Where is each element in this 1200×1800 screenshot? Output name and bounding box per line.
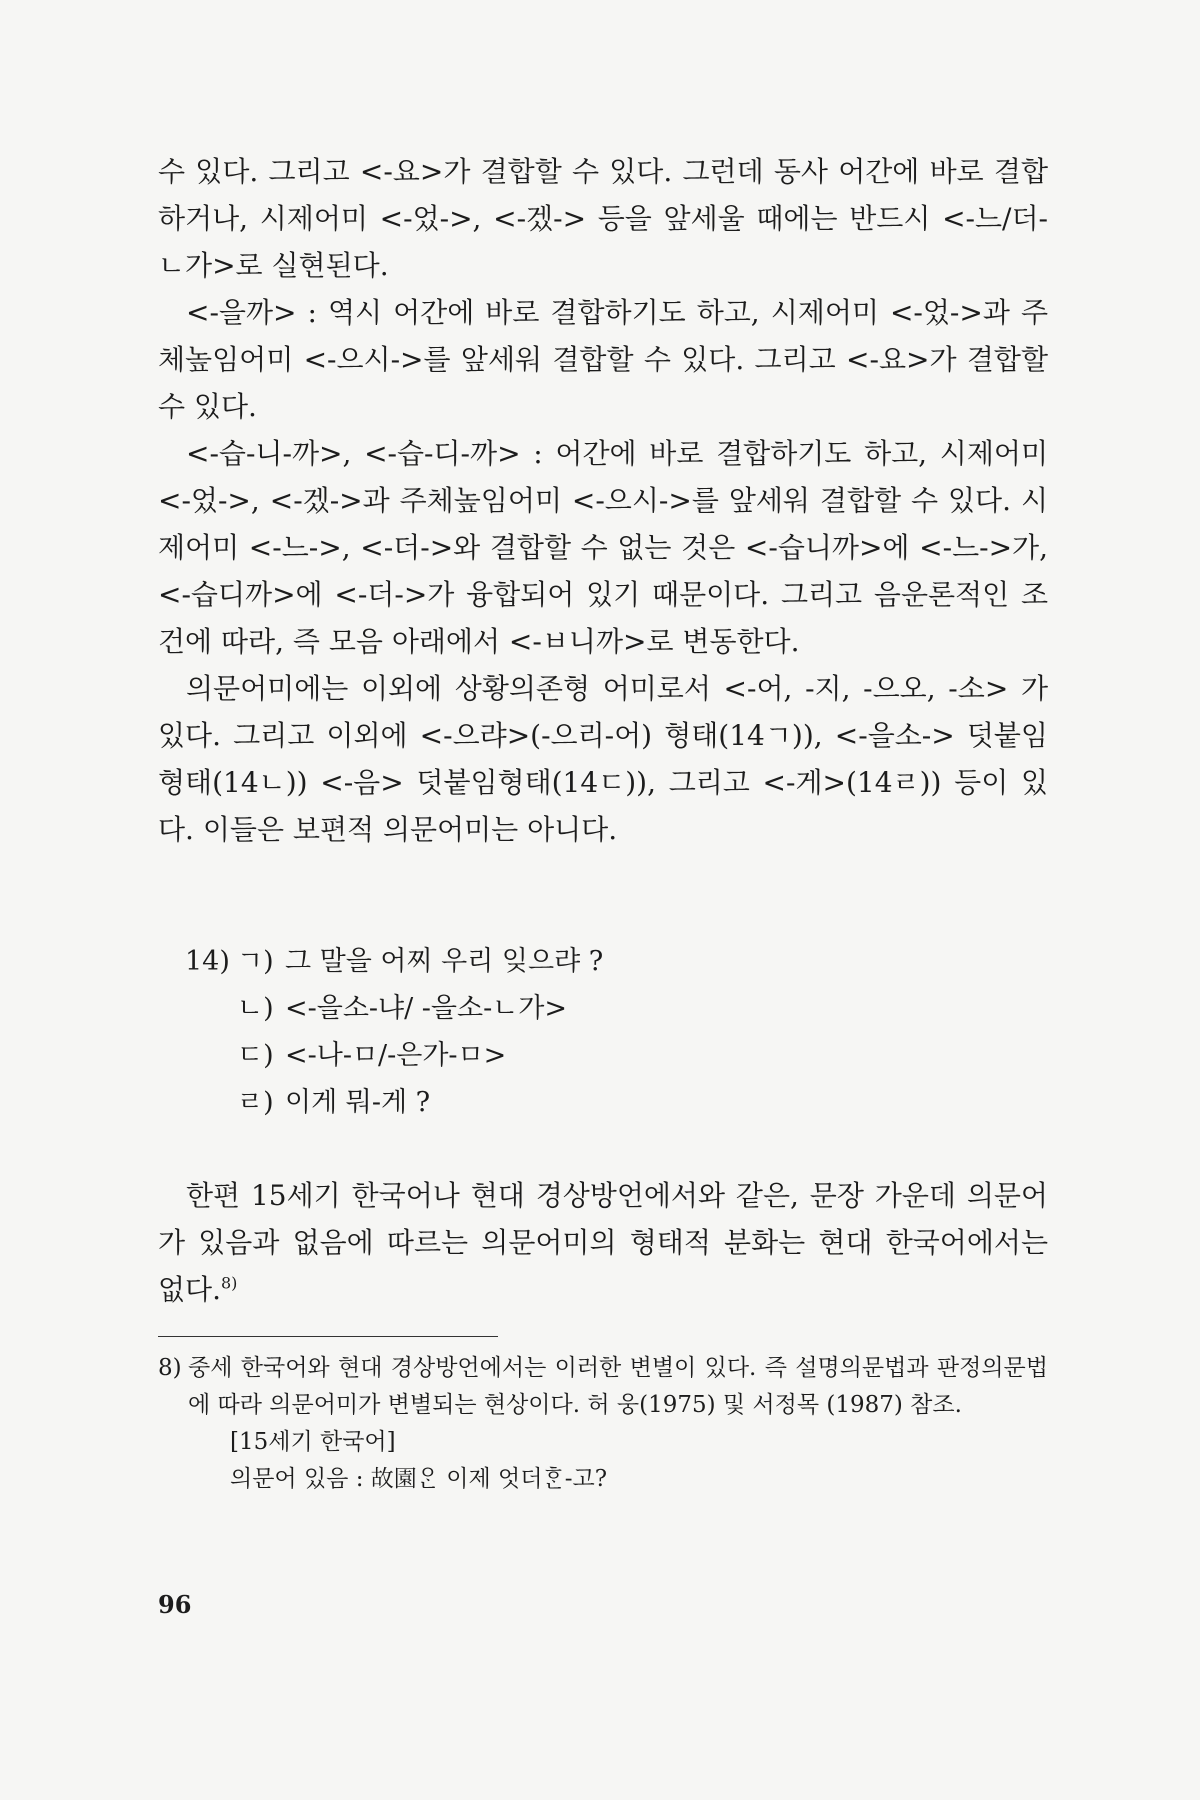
paragraph-4: 의문어미에는 이외에 상황의존형 어미로서 <-어, -지, -으오, -소> 가 있다. 그리고 이외에 <-으랴>(-으리-어) 형태(14ㄱ)), <-을소-> 덧붙임형태(14ㄴ)) <-음> 덧붙임형태(14ㄷ)), 그리고 <-게>(14ㄹ)) 등이 있다. 이들은 보편적 의문어미는 아니다. — [158, 672, 1048, 846]
footnote — [158, 1350, 1048, 1498]
example-label: ㄷ) — [237, 1040, 274, 1071]
paragraph-3: <-습-니-까>, <-습-디-까> : 어간에 바로 결합하기도 하고, 시제어미 <-었->, <-겠->과 주체높임어미 <-으시->를 앞세워 결합할 수 있다. 시제어미 <-느->, <-더->와 결합할 수 없는 것은 <-습니까>에 <-느->가, <-습디까>에 <-더->가 융합되어 있기 때문이다. 그리고 음운론적인 조건에 따라, 즉 모음 아래에서 <-ㅂ니까>로 변동한다. — [158, 437, 1048, 658]
page-number: 96 — [158, 1590, 192, 1619]
example-item — [185, 985, 1045, 1032]
example-text: 그 말을 어찌 우리 잊으랴 ? — [285, 946, 604, 977]
footnote-subheading: [15세기 한국어] — [230, 1429, 396, 1455]
example-label: ㄴ) — [237, 993, 274, 1024]
closing-paragraph — [158, 1172, 1048, 1313]
example-label: ㄹ) — [237, 1087, 274, 1118]
paragraph-2: <-을까> : 역시 어간에 바로 결합하기도 하고, 시제어미 <-었->과 주체높임어미 <-으시->를 앞세워 결합할 수 있다. 그리고 <-요>가 결합할 수 있다. — [158, 296, 1048, 423]
footnote-text: 중세 한국어와 현대 경상방언에서는 이러한 변별이 있다. 즉 설명의문법과 판정의문법에 따라 의문어미가 변별되는 현상이다. 허 웅(1975) 및 서정목 (1987) 참조. — [188, 1355, 1048, 1418]
example-item — [185, 1032, 1045, 1079]
example-label: ㄱ) — [237, 946, 274, 977]
example-number: 14) — [185, 946, 230, 977]
footnote-example: 의문어 있음 : 故園ᄋᆞᆫ 이제 엇더ᄒᆞᆫ-고? — [230, 1466, 608, 1492]
example-item — [185, 1079, 1045, 1126]
footnote-reference[interactable]: 8) — [221, 1273, 238, 1293]
paragraph-1: 수 있다. 그리고 <-요>가 결합할 수 있다. 그런데 동사 어간에 바로 결합하거나, 시제어미 <-었->, <-겠-> 등을 앞세울 때에는 반드시 <-느/더-ㄴ가>로 실현된다. — [158, 155, 1048, 282]
example-list — [185, 938, 1045, 1126]
body-text — [158, 148, 1048, 853]
example-item — [185, 938, 1045, 985]
example-text: 이게 뭐-게 ? — [285, 1087, 431, 1118]
closing-text: 한편 15세기 한국어나 현대 경상방언에서와 같은, 문장 가운데 의문어가 있음과 없음에 따르는 의문어미의 형태적 분화는 현대 한국어에서는 없다. — [158, 1179, 1048, 1306]
example-text: <-을소-냐/ -을소-ㄴ가> — [285, 993, 567, 1024]
footnote-mark: 8) — [158, 1355, 182, 1381]
footnote-divider — [158, 1336, 498, 1337]
example-text: <-나-ㅁ/-은가-ㅁ> — [285, 1040, 507, 1071]
